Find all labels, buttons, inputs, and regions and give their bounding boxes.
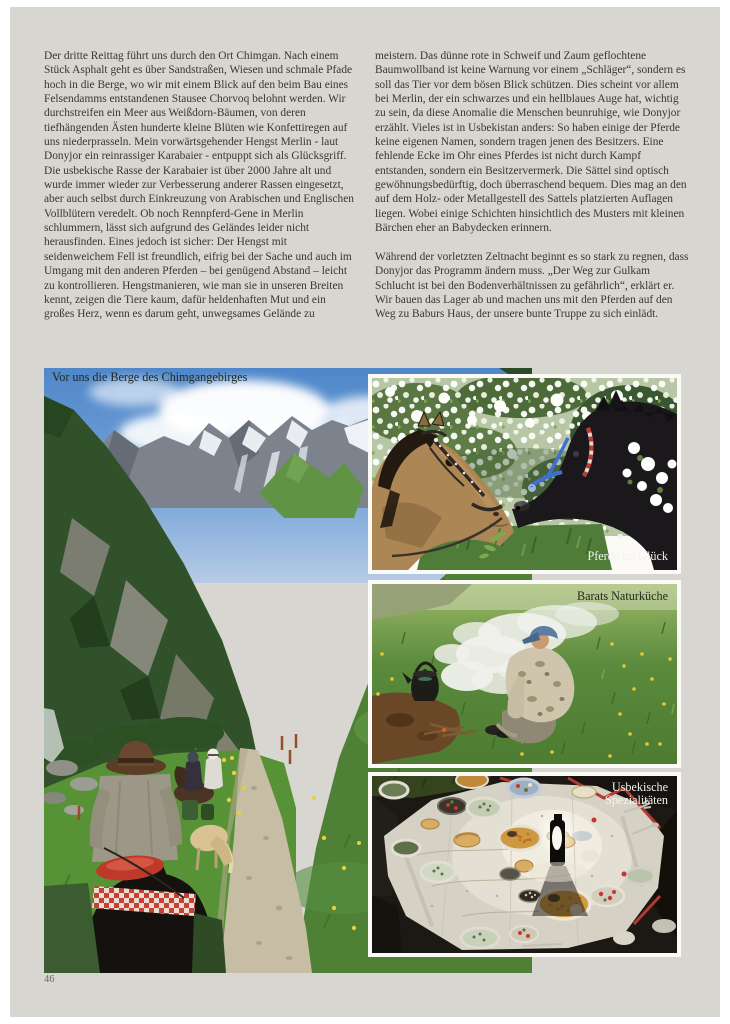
horses-photo-illustration bbox=[372, 378, 677, 570]
food-photo-caption-line2: Spezialitäten bbox=[605, 793, 668, 808]
cooking-photo-caption: Barats Naturküche bbox=[576, 589, 668, 603]
article-left-column bbox=[44, 49, 356, 322]
cooking-photo-illustration bbox=[372, 584, 677, 764]
horses-photo bbox=[368, 374, 681, 574]
cooking-photo bbox=[368, 580, 681, 768]
food-photo-caption bbox=[605, 781, 668, 808]
body-paragraph: Während der vorletzten Zeltnacht beginnt es so stark zu regnen, dass Donyjor das Programm ändern muss. „Der Weg zur Gulkam Schlucht ist bei den Bodenverhältnissen zu gefährlich“, erklärt er. Wir bauen das Lager ab und machen uns mit den Pferden auf den Weg zu Baburs Haus, der unsere bunte Truppe zu sich einlädt. bbox=[375, 250, 689, 321]
body-paragraph: Der dritte Reittag führt uns durch den Ort Chimgan. Nach einem Stück Asphalt geht es über Sandstraßen, Wiesen und schmale Pfade hoch in die Berge, wo wir mit einem Blick auf den beim Bau eines Felsendamms entstandenen Stausee Chorvoq belohnt werden. Wir durchstreifen ein Meer aus Weißdorn-Bäumen, von deren tiefhängenden Ästen hunderte kleine Blüten wie Konfettiregen auf uns niederprasseln. Mein vorwärtsgehender Hengst Merlin - laut Donyjor ein reinrassiger Karabaier - entpuppt sich als Glücksgriff. Die usbekische Rasse der Karabaier ist über 2000 Jahre alt und wurde immer wieder zur Verbesserung anderer Rassen eingesetzt, aber auch selbst durch Einkreuzung von Arabischen und Englischen Vollblütern veredelt. Ob noch Rennpferd-Gene in Merlin schlummern, lässt sich aufgrund des Geländes leider nicht herausfinden. Eines jedoch ist sicher: Der Hengst mit seidenweichem Fell ist freundlich, eifrig bei der Sache und auch im Umgang mit den anderen Pferden – bei genügend Abstand – leicht zu kontrollieren. Hengstmanieren, wie man sie in unseren Breiten kennt, zeigen die Tiere kaum, dafür heldenhaften Mut und ein großes Herz, wenn es darum geht, unwegsames Gelände zu bbox=[44, 50, 354, 321]
horses-photo-caption: Pferde im Glück bbox=[587, 548, 668, 563]
food-photo-caption-line1: Usbekische bbox=[611, 780, 668, 794]
mountain-photo-caption: Vor uns die Berge des Chimgangebirges bbox=[52, 370, 248, 384]
body-paragraph: meistern. Das dünne rote in Schweif und Zaum geflochtene Baumwollband ist keine Warnung vor einem „Schläger“, sondern es soll das Tier vor dem bösen Blick schützen. Dies scheint vor allem bei Merlin, der ein schwarzes und ein hellblaues Auge hat, wichtig zu sein, da diese Anomalie die Menschen beunruhige, wie Donyjor erzählt. Vieles ist in Usbekistan anders: So haben einige der Pferde keine eigenen Namen, sondern tragen jenen des Besitzers. Eine fehlende Ecke im Ohr eines Pferdes ist nicht durch Kampf entstanden, sondern ein Besitzervermerk. Die Sättel sind optisch gewöhnungsbedürftig, doch überraschend bequem. Dies mag an den auf dem Holz- oder Metallgestell des Sattels platzierten Auflagen liegen. Wobei einige Schichten hinsichtlich des Musters mit kleinen Bärchen eher an Babydecken erinnern. bbox=[375, 50, 687, 235]
page-number: 46 bbox=[44, 974, 55, 985]
food-photo bbox=[368, 772, 681, 957]
article-right-column bbox=[375, 49, 691, 322]
